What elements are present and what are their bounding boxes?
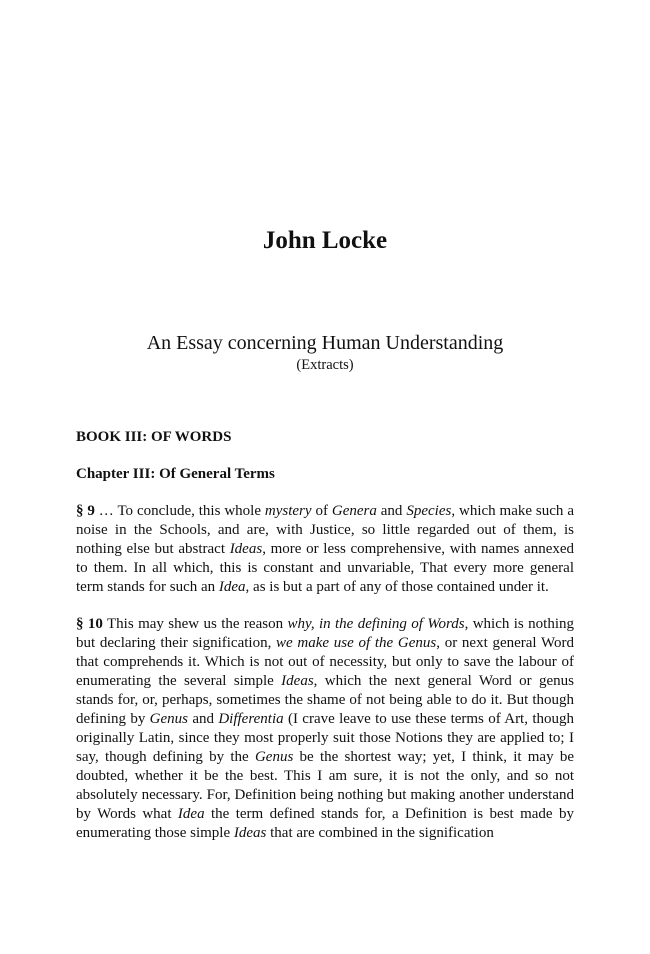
italic-segment: Genus xyxy=(149,711,188,727)
text-segment: , which the next general Word or genus stands for, or, perhaps, sometimes the shame of not being able to do it. But though defining by xyxy=(76,673,574,727)
italic-segment: mystery xyxy=(264,503,312,519)
text-segment: , more or less comprehensive, with names annexed to them. In all which, this is constant and unvariable, That every more general term stands for such an xyxy=(76,541,575,595)
text-segment: , as is but a part of any of those contained under it. xyxy=(245,579,549,595)
section-marker: § 9 xyxy=(76,503,95,519)
text-segment: … To conclude, this whole xyxy=(94,503,265,519)
text-segment: , which is nothing but declaring their signification, xyxy=(76,616,574,651)
italic-segment: Genus xyxy=(254,749,294,765)
book-heading: BOOK III: OF WORDS xyxy=(76,429,232,445)
text-segment: This may shew us the reason xyxy=(102,616,288,632)
text-segment: the term defined stands for, a Definition is best made by enumerating those simple xyxy=(76,806,574,841)
essay-body xyxy=(76,428,574,861)
text-segment: , which make such a noise in the Schools, and are, with Justice, so little regarded out of them, is nothing else but abstract xyxy=(76,503,574,557)
section-paragraph-10 xyxy=(76,615,574,843)
text-segment: and xyxy=(376,503,407,519)
chapter-heading: Chapter III: Of General Terms xyxy=(76,466,275,482)
text-segment: be the shortest way; yet, I think, it may be doubted, whether it be the best. This I am sure, it is not the only, and so not absolutely necessary. For, Definition being nothing but making another understand by Words what xyxy=(76,749,574,822)
italic-segment: Ideas xyxy=(233,825,267,841)
italic-segment: Differentia xyxy=(218,711,284,727)
essay-title: An Essay concerning Human Understanding xyxy=(146,332,504,354)
italic-segment: Idea xyxy=(218,579,246,595)
italic-segment: Species xyxy=(406,503,452,519)
text-segment: that are combined in the signification xyxy=(266,825,494,841)
italic-segment: we make use of the Genus xyxy=(276,635,437,651)
italic-segment: Idea xyxy=(177,806,205,822)
section-paragraph-9 xyxy=(76,502,574,597)
text-segment: (I crave leave to use these terms of Art, though originally Latin, since they most properly suit those Notions they are applied to; I say, though defining by the xyxy=(76,711,574,765)
text-segment: , or next general Word that comprehends it. Which is not out of necessity, but only to save the labour of enumerating the several simple xyxy=(76,635,574,689)
italic-segment: Genera xyxy=(331,503,377,519)
essay-subtitle: (Extracts) xyxy=(296,357,354,373)
section-marker: § 10 xyxy=(76,616,103,632)
author-name: John Locke xyxy=(262,227,388,254)
text-segment: of xyxy=(311,503,332,519)
text-segment: and xyxy=(188,711,219,727)
italic-segment: Ideas xyxy=(281,673,314,689)
italic-segment: why, in the defining of Words xyxy=(287,616,465,632)
italic-segment: Ideas xyxy=(229,541,263,557)
